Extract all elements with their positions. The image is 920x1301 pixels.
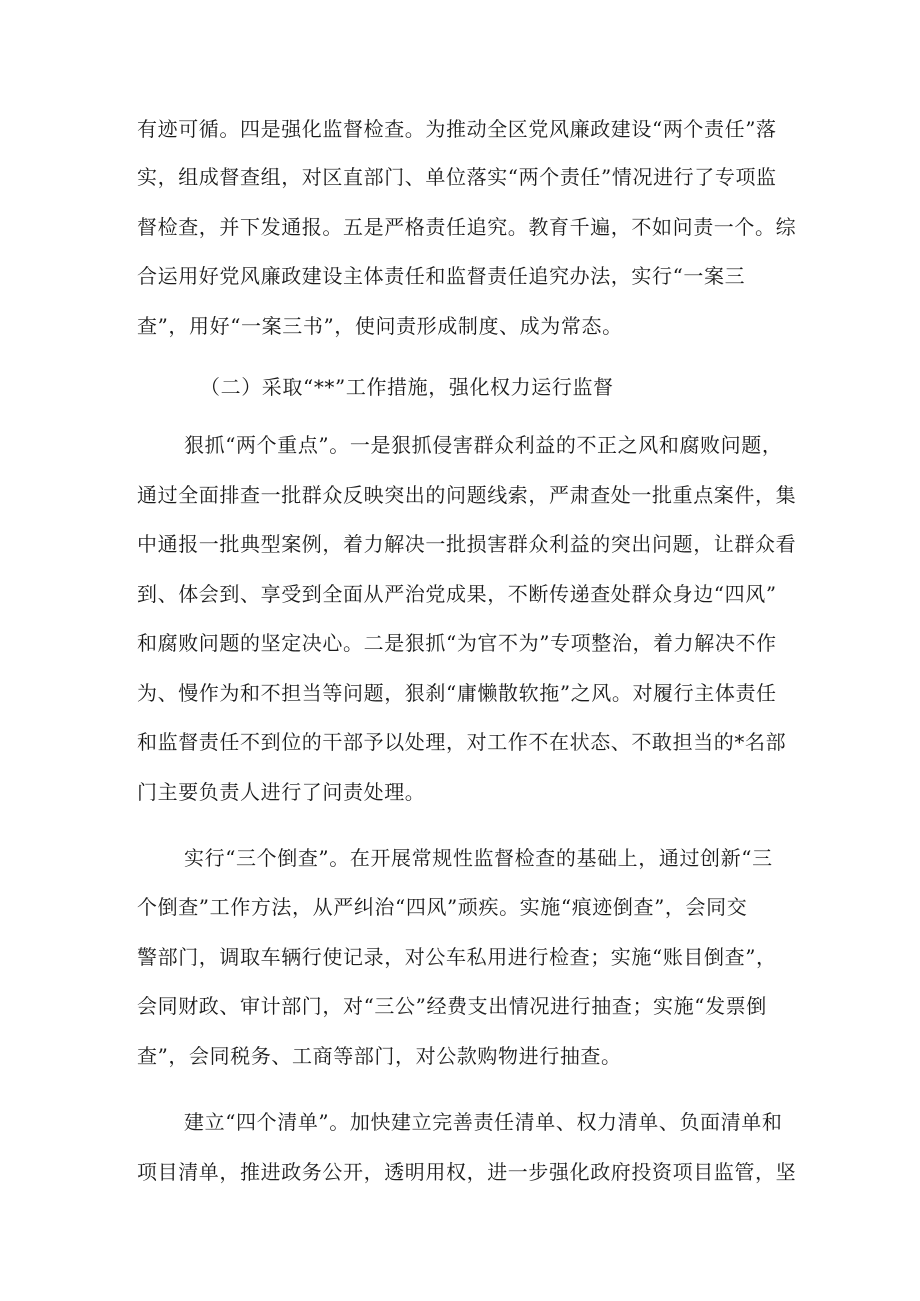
text-line: 和监督责任不到位的干部予以处理，对工作不在状态、不敢担当的*名部 bbox=[137, 730, 787, 754]
text-line: 警部门，调取车辆行使记录，对公车私用进行检查；实施“账目倒查”， bbox=[137, 945, 777, 969]
text-line: 查”，用好“一案三书”，使问责形成制度、成为常态。 bbox=[137, 314, 623, 338]
text-line: 实行“三个倒查”。在开展常规性监督检查的基础上，通过创新“三 bbox=[184, 846, 773, 870]
text-line: 督检查，并下发通报。五是严格责任追究。教育千遍，不如问责一个。综 bbox=[137, 215, 797, 239]
text-line: 建立“四个清单”。加快建立完善责任清单、权力清单、负面清单和 bbox=[184, 1110, 783, 1134]
text-line: 会同财政、审计部门，对“三公”经费支出情况进行抽查；实施“发票倒 bbox=[137, 994, 767, 1018]
text-line: 狠抓“两个重点”。一是狠抓侵害群众利益的不正之风和腐败问题， bbox=[184, 433, 783, 457]
text-line: 中通报一批典型案例，着力解决一批损害群众利益的突出问题，让群众看 bbox=[137, 532, 797, 556]
text-line: 实，组成督查组，对区直部门、单位落实“两个责任”情况进行了专项监 bbox=[137, 165, 777, 189]
text-line: 门主要负责人进行了问责处理。 bbox=[137, 780, 426, 804]
text-line: 和腐败问题的坚定决心。二是狠抓“为官不为”专项整治，着力解决不作 bbox=[137, 631, 777, 655]
section-heading: （二）采取“**”工作措施，强化权力运行监督 bbox=[200, 375, 614, 399]
text-line: 合运用好党风廉政建设主体责任和监督责任追究办法，实行“一案三 bbox=[137, 264, 746, 288]
text-line: 项目清单，推进政务公开，透明用权，进一步强化政府投资项目监管，坚 bbox=[137, 1160, 797, 1184]
text-line: 到、体会到、享受到全面从严治党成果，不断传递查处群众身边“四风” bbox=[137, 582, 777, 606]
text-line: 有迹可循。四是强化监督检查。为推动全区党风廉政建设“两个责任”落 bbox=[137, 117, 777, 141]
text-line: 通过全面排查一批群众反映突出的问题线索，严肃查处一批重点案件，集 bbox=[137, 483, 797, 507]
text-line: 为、慢作为和不担当等问题，狠刹“庸懒散软拖”之风。对履行主体责任 bbox=[137, 681, 777, 705]
text-line: 查”，会同税务、工商等部门，对公款购物进行抽查。 bbox=[137, 1044, 622, 1068]
text-line: 个倒查”工作方法，从严纠治“四风”顽疾。实施“痕迹倒查”，会同交 bbox=[137, 895, 748, 919]
